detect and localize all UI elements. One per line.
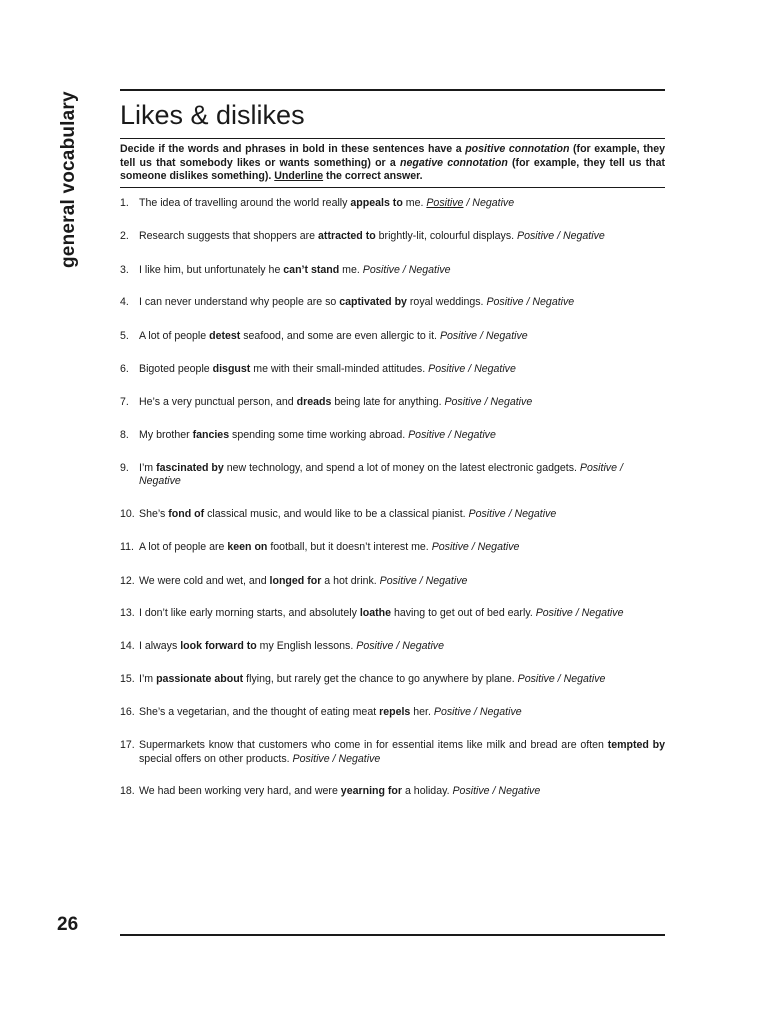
question-text: We were cold and wet, and bbox=[139, 574, 270, 587]
question-number: 1. bbox=[120, 196, 129, 209]
answer-positive: Positive bbox=[379, 574, 417, 587]
answer-positive: Positive bbox=[428, 363, 466, 375]
answer-separator: / bbox=[617, 461, 623, 474]
question-item bbox=[120, 785, 665, 799]
question-text: seafood, and some are even allergic to it. bbox=[240, 329, 440, 342]
question-keyword: tempted by bbox=[607, 739, 666, 751]
answer-choices bbox=[536, 607, 624, 619]
answer-positive: Positive bbox=[356, 639, 394, 652]
instructions-rule bbox=[120, 187, 665, 188]
question-text: me. bbox=[402, 196, 427, 209]
answer-positive: Positive bbox=[439, 329, 478, 342]
question-keyword: keen on bbox=[227, 541, 268, 553]
answer-separator: / bbox=[465, 363, 475, 375]
question-keyword: appeals to bbox=[350, 196, 403, 209]
question-text: My brother bbox=[139, 429, 193, 441]
question-text: I like him, but unfortunately he bbox=[139, 263, 284, 276]
answer-negative: Negative bbox=[498, 785, 541, 797]
page-title: Likes & dislikes bbox=[120, 100, 305, 130]
question-number: 9. bbox=[120, 461, 129, 474]
worksheet bbox=[120, 89, 665, 799]
underline-word: Underline bbox=[274, 170, 324, 182]
question-keyword: loathe bbox=[359, 607, 392, 619]
answer-negative: Negative bbox=[581, 607, 624, 619]
answer-negative: Negative bbox=[514, 507, 557, 520]
instructions-text: the correct answer. bbox=[323, 170, 423, 182]
answer-positive: Positive bbox=[452, 785, 490, 797]
positive-term: positive connotation bbox=[465, 143, 570, 155]
answer-negative: Negative bbox=[477, 541, 520, 553]
answer-choices bbox=[380, 575, 468, 587]
question-keyword: look forward to bbox=[180, 639, 257, 652]
question-item bbox=[120, 330, 665, 344]
answer-negative: Negative bbox=[472, 196, 515, 209]
section-label: general vocabulary bbox=[58, 91, 79, 268]
question-number: 6. bbox=[120, 363, 129, 375]
question-text: me. bbox=[339, 263, 363, 276]
question-keyword: fond of bbox=[168, 507, 205, 520]
question-item bbox=[120, 508, 665, 522]
question-text: I’m bbox=[139, 673, 157, 685]
answer-choices bbox=[432, 541, 520, 553]
title-rule bbox=[120, 138, 665, 139]
question-item bbox=[120, 706, 665, 720]
answer-choices bbox=[434, 706, 522, 718]
question-text: I’m bbox=[139, 461, 157, 474]
question-text: He’s a very punctual person, and bbox=[139, 395, 297, 408]
answer-separator: / bbox=[393, 639, 403, 652]
answer-choices bbox=[518, 673, 606, 685]
question-number: 16. bbox=[120, 705, 135, 718]
answer-choices bbox=[444, 396, 532, 408]
answer-separator: / bbox=[399, 263, 409, 276]
question-item bbox=[120, 541, 665, 555]
question-text: A lot of people are bbox=[139, 541, 228, 553]
question-number: 13. bbox=[120, 607, 135, 619]
question-keyword: can’t stand bbox=[283, 263, 340, 276]
question-number: 14. bbox=[120, 639, 135, 652]
instructions-text: Decide if the words and phrases in bold in these sentences have a bbox=[120, 143, 466, 155]
answer-negative: Negative bbox=[562, 230, 605, 242]
answer-positive: Positive bbox=[426, 196, 464, 209]
question-text: The idea of travelling around the world really bbox=[139, 196, 351, 209]
answer-choices bbox=[426, 197, 514, 209]
question-text: A lot of people bbox=[139, 329, 210, 342]
answer-choices bbox=[469, 508, 557, 520]
answer-separator: / bbox=[468, 541, 478, 553]
question-item bbox=[120, 197, 665, 211]
answer-positive: Positive bbox=[517, 230, 555, 242]
instructions bbox=[120, 143, 665, 184]
question-number: 12. bbox=[120, 574, 135, 587]
answer-separator: / bbox=[481, 395, 491, 408]
question-text: spending some time working abroad. bbox=[229, 429, 409, 441]
question-number: 8. bbox=[120, 429, 129, 441]
answer-separator: / bbox=[554, 230, 563, 242]
question-text: her. bbox=[410, 705, 434, 718]
question-item bbox=[120, 363, 665, 377]
question-keyword: fascinated by bbox=[156, 461, 224, 474]
answer-separator: / bbox=[477, 329, 486, 342]
answer-negative: Negative bbox=[402, 639, 444, 652]
question-number: 5. bbox=[120, 329, 129, 342]
answer-negative: Negative bbox=[474, 363, 516, 375]
question-text: being late for anything. bbox=[331, 395, 445, 408]
question-keyword: yearning for bbox=[340, 785, 403, 797]
answer-separator: / bbox=[489, 785, 499, 797]
answer-negative: Negative bbox=[408, 263, 451, 276]
answer-separator: / bbox=[572, 607, 582, 619]
question-keyword: disgust bbox=[212, 363, 251, 375]
page-number: 26 bbox=[57, 914, 79, 935]
answer-separator: / bbox=[505, 507, 515, 520]
answer-choices bbox=[356, 640, 444, 652]
question-keyword: detest bbox=[209, 329, 241, 342]
question-list bbox=[120, 197, 665, 799]
answer-positive: Positive bbox=[408, 429, 446, 441]
question-item bbox=[120, 264, 665, 278]
question-keyword: fancies bbox=[192, 429, 230, 441]
answer-negative: Negative bbox=[479, 705, 522, 718]
question-keyword: dreads bbox=[296, 395, 332, 408]
answer-choices bbox=[440, 330, 528, 342]
answer-positive: Positive bbox=[486, 296, 524, 308]
answer-positive: Positive bbox=[517, 673, 555, 685]
question-number: 10. bbox=[120, 507, 135, 520]
instructions-text: (for example, they tell us that someone dislikes something). bbox=[120, 156, 665, 182]
question-text: classical music, and would like to be a classical pianist. bbox=[204, 507, 469, 520]
question-item bbox=[120, 429, 665, 443]
answer-choices bbox=[486, 296, 574, 308]
question-number: 7. bbox=[120, 395, 129, 408]
answer-choices bbox=[517, 230, 605, 242]
answer-negative: Negative bbox=[139, 475, 181, 487]
answer-choices bbox=[452, 785, 540, 797]
question-text: football, but it doesn’t interest me. bbox=[267, 541, 432, 553]
answer-positive: Positive bbox=[292, 752, 330, 765]
answer-choices bbox=[408, 429, 496, 441]
question-text: I don’t like early morning starts, and absolutely bbox=[139, 607, 360, 619]
answer-choices bbox=[428, 363, 516, 375]
question-keyword: longed for bbox=[269, 574, 322, 587]
question-text: special offers on other products. bbox=[139, 752, 293, 765]
question-item bbox=[120, 673, 665, 687]
answer-negative: Negative bbox=[454, 429, 496, 441]
bottom-rule bbox=[120, 934, 665, 936]
question-text: She’s bbox=[139, 507, 169, 520]
answer-separator: / bbox=[523, 296, 533, 308]
answer-positive: Positive bbox=[468, 507, 506, 520]
question-number: 18. bbox=[120, 785, 135, 797]
question-item bbox=[120, 462, 665, 489]
answer-negative: Negative bbox=[563, 673, 606, 685]
question-number: 3. bbox=[120, 263, 129, 276]
question-number: 17. bbox=[120, 739, 135, 751]
question-item bbox=[120, 607, 665, 621]
question-text: Research suggests that shoppers are bbox=[139, 230, 319, 242]
answer-positive: Positive bbox=[444, 395, 482, 408]
answer-positive: Positive bbox=[579, 461, 617, 474]
answer-positive: Positive bbox=[362, 263, 400, 276]
answer-separator: / bbox=[329, 752, 339, 765]
instructions-text: (for example, they tell us that somebody likes or wants something) or a bbox=[120, 143, 665, 169]
question-text: new technology, and spend a lot of money on the latest electronic gadgets. bbox=[223, 461, 580, 474]
question-item bbox=[120, 230, 665, 244]
question-text: We had been working very hard, and were bbox=[139, 785, 341, 797]
question-keyword: attracted to bbox=[318, 230, 376, 242]
question-keyword: passionate about bbox=[156, 673, 244, 685]
question-keyword: captivated by bbox=[339, 296, 407, 308]
answer-separator: / bbox=[470, 705, 480, 718]
answer-choices bbox=[363, 264, 451, 276]
question-item bbox=[120, 296, 665, 310]
top-rule bbox=[120, 89, 665, 91]
answer-negative: Negative bbox=[485, 329, 528, 342]
question-item bbox=[120, 396, 665, 410]
question-text: a holiday. bbox=[402, 785, 453, 797]
answer-positive: Positive bbox=[433, 705, 471, 718]
answer-negative: Negative bbox=[338, 752, 381, 765]
question-number: 4. bbox=[120, 296, 129, 308]
question-text: having to get out of bed early. bbox=[391, 607, 536, 619]
answer-negative: Negative bbox=[425, 574, 468, 587]
question-item bbox=[120, 640, 665, 654]
question-item bbox=[120, 575, 665, 589]
question-number: 11. bbox=[120, 541, 134, 553]
answer-positive: Positive bbox=[535, 607, 573, 619]
question-text: my English lessons. bbox=[256, 639, 357, 652]
answer-positive: Positive bbox=[431, 541, 469, 553]
question-number: 15. bbox=[120, 673, 135, 685]
question-text: me with their small-minded attitudes. bbox=[250, 363, 429, 375]
question-text: Bigoted people bbox=[139, 363, 213, 375]
answer-separator: / bbox=[463, 196, 473, 209]
question-text: flying, but rarely get the chance to go anywhere by plane. bbox=[243, 673, 518, 685]
question-number: 2. bbox=[120, 230, 129, 242]
answer-negative: Negative bbox=[532, 296, 575, 308]
answer-separator: / bbox=[554, 673, 564, 685]
question-text: She’s a vegetarian, and the thought of eating meat bbox=[139, 705, 380, 718]
question-text: I can never understand why people are so bbox=[139, 296, 340, 308]
answer-choices bbox=[293, 753, 381, 765]
answer-separator: / bbox=[416, 574, 426, 587]
question-text: Supermarkets know that customers who come in for essential items like milk and bread are often bbox=[139, 739, 608, 751]
question-text: I always bbox=[139, 639, 181, 652]
answer-negative: Negative bbox=[490, 395, 533, 408]
negative-term: negative connotation bbox=[400, 156, 508, 169]
question-text: royal weddings. bbox=[406, 296, 487, 308]
question-text: a hot drink. bbox=[321, 574, 380, 587]
question-item bbox=[120, 739, 665, 766]
answer-separator: / bbox=[445, 429, 455, 441]
question-keyword: repels bbox=[379, 705, 411, 718]
question-text: brightly-lit, colourful displays. bbox=[375, 230, 518, 242]
